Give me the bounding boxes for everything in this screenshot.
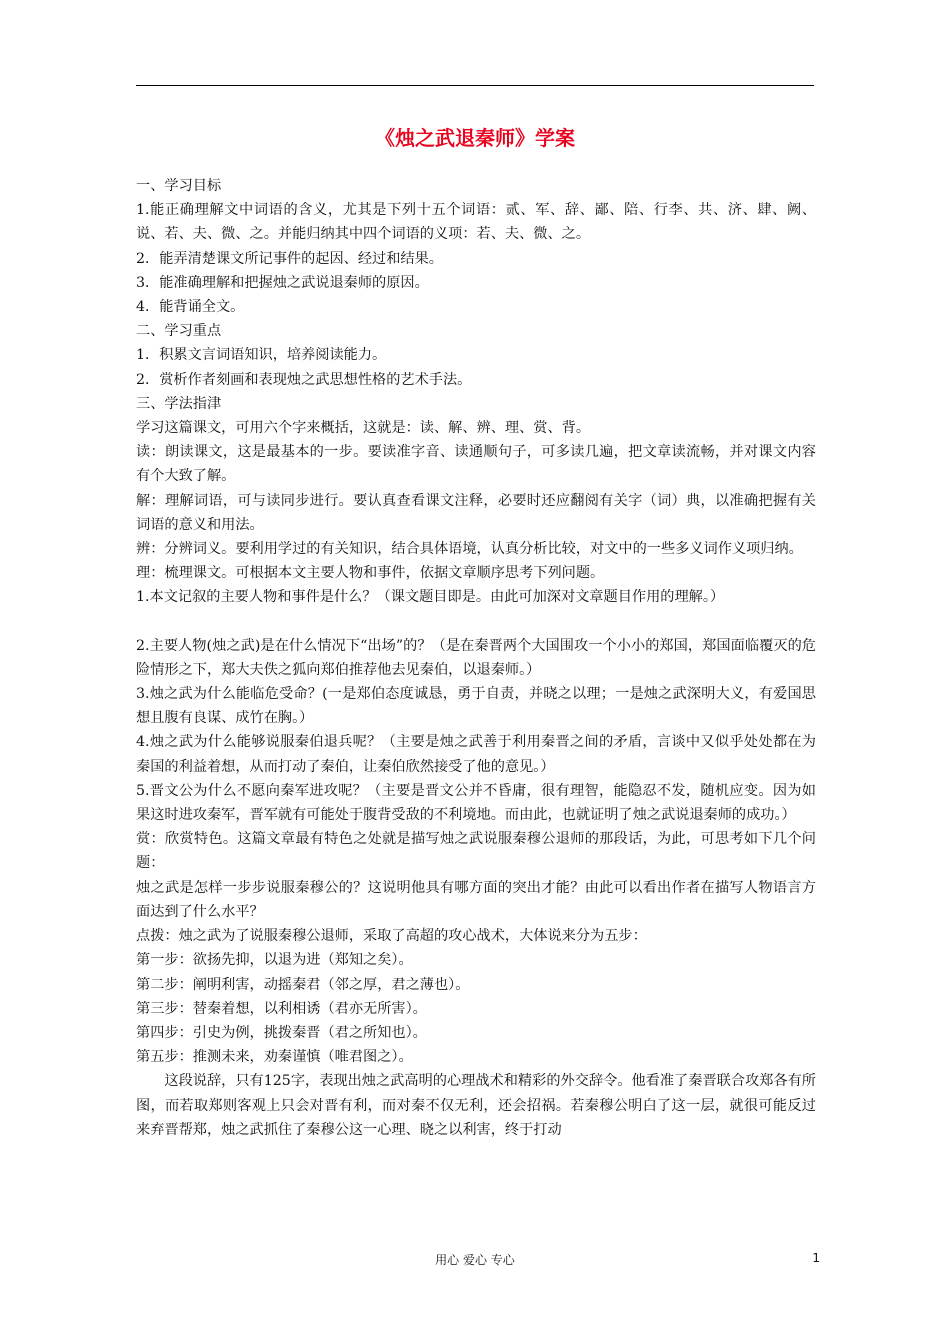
- paragraph: 2．能弄清楚课文所记事件的起因、经过和结果。: [136, 250, 443, 267]
- header-rule: [136, 85, 814, 86]
- paragraph: 5.晋文公为什么不愿向秦军进攻呢？（主要是晋文公并不昏庸，很有理智，能隐忍不发，随机应变。因为如果这时进攻秦军，晋军就有可能处于腹背受敌的不利境地。而由此，也就证明了烛之武说退秦师的成功。）: [136, 782, 816, 824]
- paragraph: 1.能正确理解文中词语的含义，尤其是下列十五个词语：贰、军、辞、鄙、陪、行李、共、济、肆、阙、说、若、夫、微、之。并能归纳其中四个词语的义项：若、夫、微、之。: [136, 202, 816, 243]
- blank-line: [136, 610, 816, 634]
- paragraph: 4．能背诵全文。: [136, 299, 245, 316]
- paragraph: 烛之武是怎样一步步说服秦穆公的？这说明他具有哪方面的突出才能？由此可以看出作者在描写人物语言方面达到了什么水平？: [136, 879, 816, 920]
- document-body: [136, 174, 816, 1142]
- paragraph: 点拨：烛之武为了说服秦穆公退师，采取了高超的攻心战术，大体说来分为五步：: [136, 928, 647, 945]
- section-heading: 二、学习重点: [136, 323, 222, 340]
- paragraph: 第五步：推测未来，劝秦谨慎（唯君图之）。: [136, 1049, 413, 1066]
- paragraph: 3.烛之武为什么能临危受命？(一是郑伯态度诚恳，勇于自责，并晓之以理；一是烛之武深明大义，有爱国思想且腹有良谋、成竹在胸。）: [136, 686, 816, 727]
- document-title: 《烛之武退秦师》学案: [375, 126, 575, 150]
- paragraph: 2.主要人物(烛之武)是在什么情况下“出场”的？（是在秦晋两个大国围攻一个小小的郑国，郑国面临覆灭的危险情形之下，郑大夫佚之狐向郑伯推荐他去见秦伯，以退秦师。）: [136, 637, 816, 678]
- paragraph: 2．赏析作者刻画和表现烛之武思想性格的艺术手法。: [136, 371, 472, 388]
- paragraph: 赏：欣赏特色。这篇文章最有特色之处就是描写烛之武说服秦穆公退师的那段话，为此，可思考如下几个问题：: [136, 831, 816, 872]
- paragraph: 3．能准确理解和把握烛之武说退秦师的原因。: [136, 274, 429, 291]
- paragraph: 学习这篇课文，可用六个字来概括，这就是：读、解、辨、理、赏、背。: [136, 420, 591, 437]
- paragraph: 第一步：欲扬先抑，以退为进（郑知之矣）。: [136, 952, 413, 969]
- paragraph: 1.本文记叙的主要人物和事件是什么？（课文题目即是。由此可加深对文章题目作用的理解。）: [136, 589, 725, 606]
- paragraph: 第二步：阐明利害，动摇秦君（邻之厚，君之薄也）。: [136, 976, 470, 993]
- footer-text: 用心 爱心 专心: [435, 1253, 515, 1267]
- paragraph: 4.烛之武为什么能够说服秦伯退兵呢？（主要是烛之武善于利用秦晋之间的矛盾，言谈中又似乎处处都在为秦国的利益着想，从而打动了秦伯，让秦伯欣然接受了他的意见。）: [136, 734, 816, 775]
- paragraph: 辨：分辨词义。要利用学过的有关知识，结合具体语境，认真分析比较，对文中的一些多义词作义项归纳。: [136, 541, 803, 558]
- paragraph: 第四步：引史为例，挑拨秦晋（君之所知也）。: [136, 1024, 427, 1041]
- section-heading: 一、学习目标: [136, 178, 222, 194]
- paragraph: 解：理解词语，可与读同步进行。要认真查看课文注释，必要时还应翻阅有关字（词）典，以准确把握有关词语的意义和用法。: [136, 492, 816, 533]
- paragraph: 1．积累文言词语知识，培养阅读能力。: [136, 347, 387, 364]
- paragraph: 读：朗读课文，这是最基本的一步。要读准字音、读通顺句子，可多读几遍，把文章读流畅，并对课文内容有个大致了解。: [136, 444, 816, 485]
- page-number: 1: [812, 1251, 820, 1265]
- paragraph: 这段说辞，只有125字，表现出烛之武高明的心理战术和精彩的外交辞令。他看准了秦晋联合攻郑各有所图，而若取郑则客观上只会对晋有利，而对秦不仅无利，还会招祸。若秦穆公明白了这一层，就很可能反过来弃晋帮郑，烛之武抓住了秦穆公这一心理、晓之以利害，终于打动: [136, 1073, 816, 1138]
- section-heading: 三、学法指津: [136, 395, 222, 412]
- paragraph: 第三步：替秦着想，以利相诱（君亦无所害）。: [136, 1000, 427, 1017]
- paragraph: 理：梳理课文。可根据本文主要人物和事件，依据文章顺序思考下列问题。: [136, 565, 605, 582]
